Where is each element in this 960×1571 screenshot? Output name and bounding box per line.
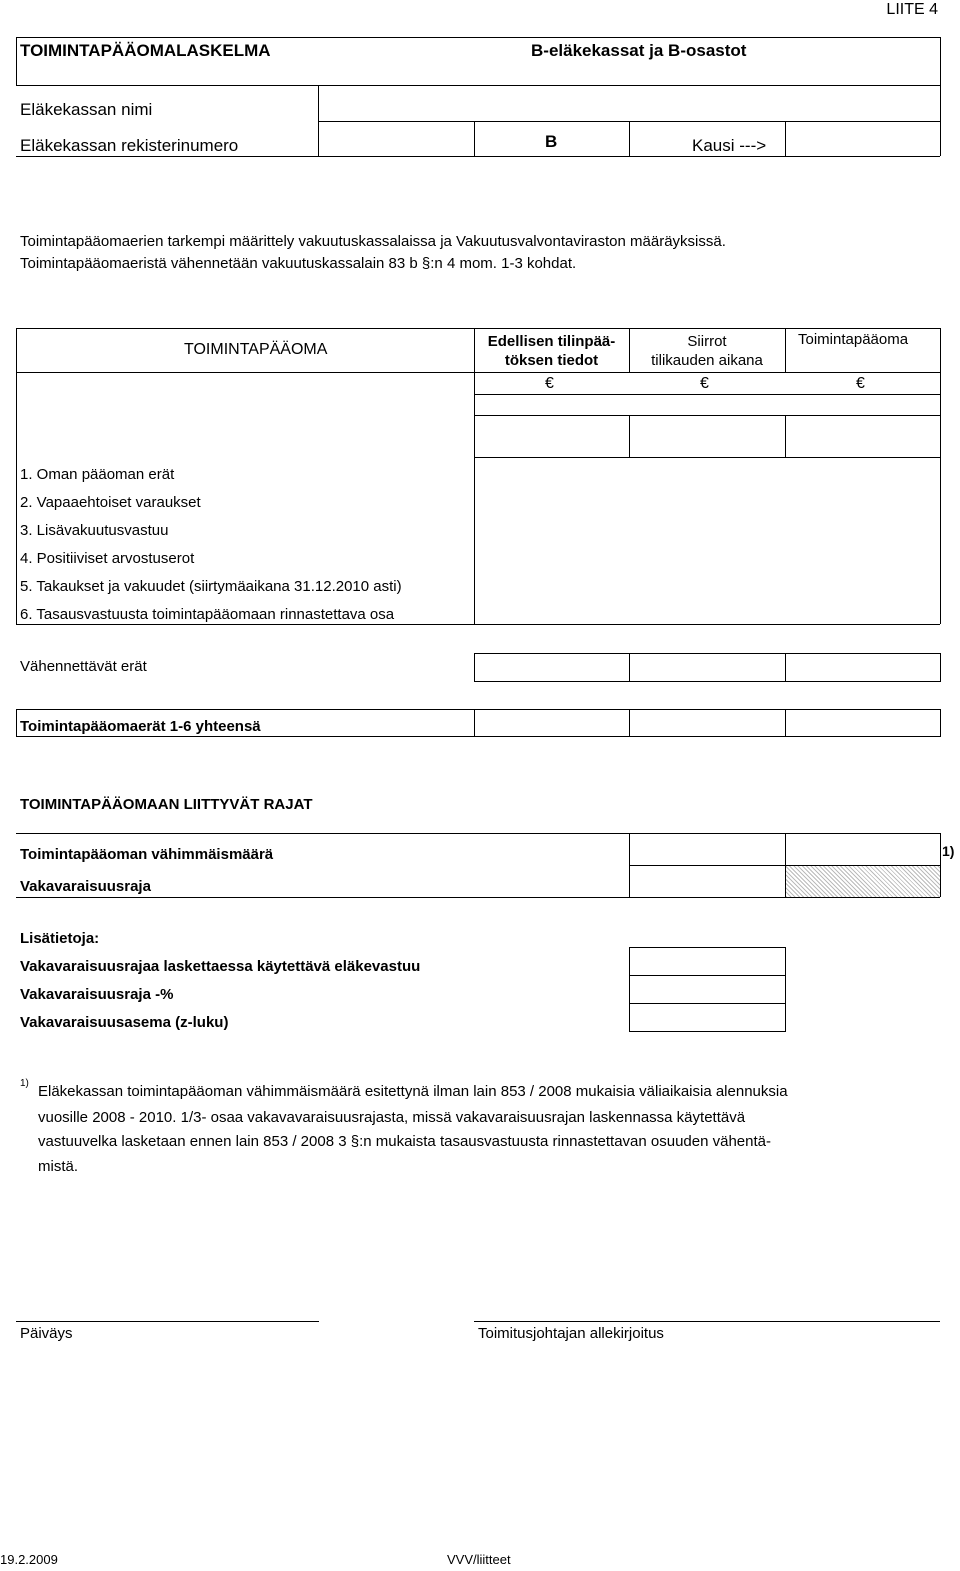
total-previous-input[interactable]	[475, 710, 628, 735]
reg-number-label: Eläkekassan rekisterinumero	[20, 136, 239, 155]
total-transfers-input[interactable]	[630, 710, 784, 735]
footnote-line-4: mistä.	[38, 1158, 79, 1175]
footnote-line-2: vuosille 2008 - 2010. 1/3- osaa vakavavaraisuusrajasta, missä vakavaraisuusrajan laskennassa käytettävä	[38, 1109, 746, 1126]
col-capital-header: Toimintapääoma	[798, 331, 909, 348]
currency-col2: €	[700, 375, 709, 392]
fund-name-label: Eläkekassan nimi	[20, 100, 153, 119]
minimum-input-1[interactable]	[630, 834, 784, 864]
period-label: Kausi --->	[692, 136, 767, 155]
footer-path: VVV/liitteet	[447, 1552, 511, 1567]
input-previous[interactable]	[475, 416, 628, 456]
col-transfers-header: Siirrot tilikauden aikana	[651, 333, 763, 369]
deductions-previous-input[interactable]	[474, 653, 630, 682]
intro-line-2: Toimintapääomaeristä vähennetään vakuutuskassalain 83 b §:n 4 mom. 1-3 kohdat.	[20, 255, 577, 272]
footnote-line-1: Eläkekassan toimintapääoman vähimmäismäärä esitettynä ilman lain 853 / 2008 mukaisia väliaikaisia alennuksia	[38, 1083, 788, 1100]
fund-name-field[interactable]	[319, 86, 939, 120]
currency-col1: €	[545, 375, 554, 392]
solvency-percent-input[interactable]	[629, 975, 786, 1004]
period-field[interactable]	[786, 122, 939, 155]
intro-line-1: Toimintapääomaerien tarkempi määrittely vakuutuskassalaissa ja Vakuutusvalvontaviraston määräyksissä.	[20, 233, 726, 250]
minimum-label: Toimintapääoman vähimmäismäärä	[20, 846, 274, 863]
deductions-transfers-input[interactable]	[629, 653, 786, 682]
currency-col3: €	[856, 375, 865, 392]
capital-heading: TOIMINTAPÄÄOMA	[184, 341, 328, 358]
date-signature-line	[16, 1321, 319, 1322]
solvency-label: Vakavaraisuusraja	[20, 878, 151, 895]
deductions-label: Vähennettävät erät	[20, 658, 147, 675]
extra-item-1: Vakavaraisuusrajaa laskettaessa käytettävä eläkevastuu	[20, 958, 421, 975]
date-label: Päiväys	[20, 1325, 73, 1342]
capital-item-1: 1. Oman pääoman erät	[20, 466, 175, 483]
reg-number-field[interactable]	[319, 122, 473, 155]
pension-liability-input[interactable]	[629, 947, 786, 976]
footnote-ref: 1)	[942, 843, 955, 859]
reg-prefix: B	[545, 132, 558, 151]
extra-heading: Lisätietoja:	[20, 930, 100, 947]
deductions-capital-input[interactable]	[785, 653, 941, 682]
ceo-signature-label: Toimitusjohtajan allekirjoitus	[478, 1325, 664, 1342]
form-title: TOIMINTAPÄÄOMALASKELMA	[20, 41, 271, 60]
input-capital[interactable]	[786, 416, 939, 456]
z-value-input[interactable]	[629, 1003, 786, 1032]
ceo-signature-line	[474, 1321, 940, 1322]
minimum-input-2[interactable]	[786, 834, 939, 864]
capital-item-6: 6. Tasausvastuusta toimintapääomaan rinnastettava osa	[20, 606, 395, 623]
extra-item-3: Vakavaraisuusasema (z-luku)	[20, 1014, 229, 1031]
input-transfers[interactable]	[630, 416, 784, 456]
solvency-input[interactable]	[630, 866, 784, 896]
attachment-label: LIITE 4	[886, 1, 938, 18]
solvency-shaded-cell	[786, 866, 940, 897]
capital-item-5: 5. Takaukset ja vakuudet (siirtymäaikana 31.12.2010 asti)	[20, 578, 402, 595]
capital-item-4: 4. Positiiviset arvostuserot	[20, 550, 195, 567]
capital-item-3: 3. Lisävakuutusvastuu	[20, 522, 169, 539]
total-label: Toimintapääomaerät 1-6 yhteensä	[20, 718, 261, 735]
footnote-line-3: vastuuvelka lasketaan ennen lain 853 / 2008 3 §:n mukaista tasausvastuusta rinnastettavan osuuden vähentä-	[38, 1133, 771, 1150]
col-previous-header: Edellisen tilinpää- töksen tiedot	[487, 333, 616, 369]
footnote-marker: 1)	[20, 1078, 29, 1089]
limits-heading: TOIMINTAPÄÄOMAAN LIITTYVÄT RAJAT	[20, 796, 313, 813]
extra-item-2: Vakavaraisuusraja -%	[20, 986, 174, 1003]
footer-date: 19.2.2009	[0, 1552, 58, 1567]
total-capital-input[interactable]	[786, 710, 939, 735]
capital-item-2: 2. Vapaaehtoiset varaukset	[20, 494, 201, 511]
form-subtitle: B-eläkekassat ja B-osastot	[531, 41, 747, 60]
